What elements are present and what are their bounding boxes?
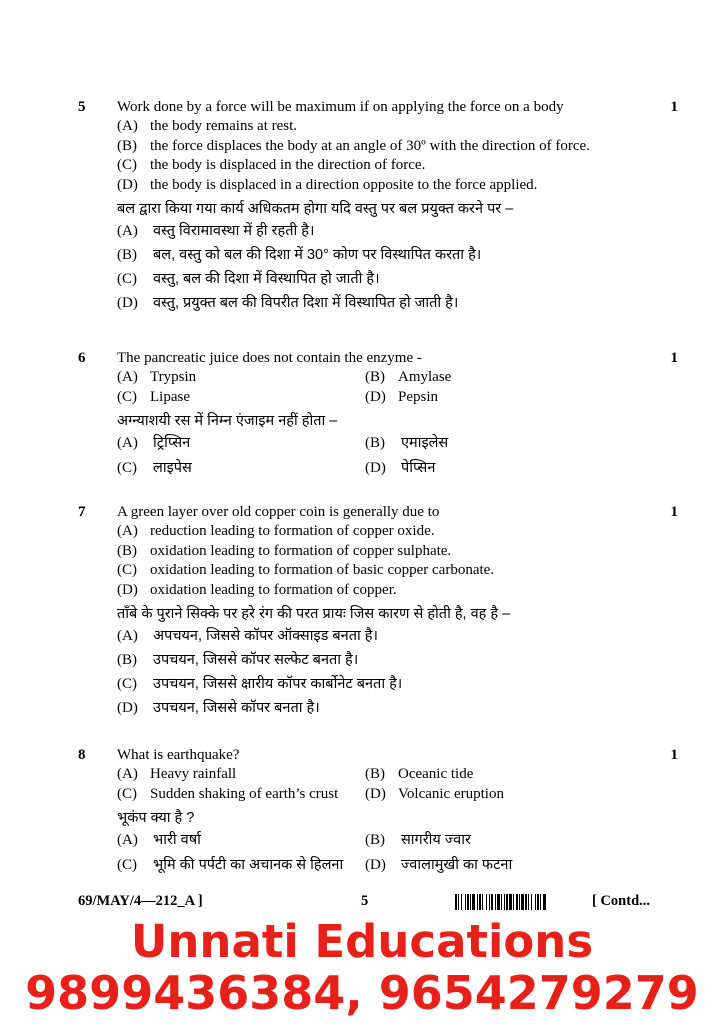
option-row-pair: [117, 456, 662, 481]
option-row: [117, 561, 662, 581]
option-row-pair: [117, 828, 662, 853]
option-text: the body remains at rest.: [150, 118, 298, 134]
option-text: अपचयन, जिससे कॉपर ऑक्साइड बनता है।: [153, 628, 378, 644]
watermark-title: Unnati Educations: [130, 915, 594, 968]
question-block-6: [78, 349, 678, 481]
option-cell: [117, 828, 201, 853]
question-number: 5: [78, 99, 86, 115]
option-label: (B): [365, 435, 385, 451]
option-text: oxidation leading to formation of copper sulphate.: [150, 542, 452, 559]
option-text: Amylase: [398, 369, 452, 385]
option-row: [117, 648, 662, 672]
option-text: बल, वस्तु को बल की दिशा में 30° कोण पर विस्थापित करता है।: [153, 247, 482, 263]
option-text: वस्तु, प्रयुक्त बल की विपरीत दिशा में विस्थापित हो जाती है।: [153, 295, 459, 311]
option-text: लाइपेस: [153, 460, 192, 476]
page-footer: [78, 893, 678, 913]
option-row: [117, 291, 662, 315]
option-text: उपचयन, जिससे कॉपर सल्फेट बनता है।: [153, 652, 359, 668]
option-label: (B): [365, 832, 385, 848]
option-cell: [117, 388, 190, 408]
option-text: the body is displaced in the direction of force.: [150, 157, 426, 173]
option-text: एमाइलेस: [401, 435, 449, 451]
option-label: (D): [365, 785, 386, 802]
option-cell: [117, 431, 190, 456]
option-label: (D): [365, 857, 386, 873]
question-stem-hindi: भूकंप क्या है ?: [117, 810, 195, 826]
option-label: (B): [117, 542, 137, 559]
option-row-pair: [117, 368, 662, 388]
option-label: (D): [117, 700, 138, 716]
question-number: 7: [78, 504, 86, 520]
option-label: (D): [365, 388, 386, 405]
option-text: Heavy rainfall: [150, 766, 237, 782]
option-label: (B): [117, 137, 137, 154]
option-text: भूमि की पर्पटी का अचानक से हिलना: [153, 857, 344, 873]
option-row: [117, 696, 662, 720]
option-label: (A): [117, 435, 138, 451]
option-row: [117, 672, 662, 696]
paper-code: 69/MAY/4—212_A ]: [78, 893, 203, 909]
question-block-7: [78, 503, 678, 720]
option-row: [117, 176, 662, 196]
option-text: ज्वालामुखी का फटना: [401, 857, 513, 873]
option-label: (C): [117, 676, 137, 692]
question-number: 6: [78, 350, 86, 366]
question-marks: 1: [670, 99, 678, 115]
option-text: भारी वर्षा: [153, 832, 201, 848]
question-number: 8: [78, 747, 86, 763]
option-cell: [365, 828, 471, 853]
option-cell: [365, 368, 451, 388]
option-label: (B): [117, 247, 137, 263]
option-text: उपचयन, जिससे क्षारीय कॉपर कार्बोनेट बनता है।: [153, 676, 403, 692]
option-row: [117, 267, 662, 291]
option-cell: [365, 853, 512, 878]
option-row: [117, 243, 662, 267]
option-label: (C): [117, 388, 137, 405]
option-text: the force displaces the body at an angle of 30º with the direction of force.: [150, 137, 590, 154]
question-stem-hindi: ताँबे के पुराने सिक्के पर हरे रंग की परत प्रायः जिस कारण से होती है, वह है –: [117, 606, 511, 622]
page-number: 5: [361, 893, 369, 909]
option-label: (A): [117, 832, 138, 848]
option-text: पेप्सिन: [401, 460, 436, 476]
option-text: वस्तु विरामावस्था में ही रहती है।: [153, 223, 315, 239]
option-label: (C): [117, 562, 137, 578]
option-row-pair: [117, 388, 662, 408]
option-label: (A): [117, 628, 138, 644]
option-text: Oceanic tide: [398, 766, 474, 782]
question-stem-english: What is earthquake?: [117, 747, 240, 763]
option-cell: [117, 765, 236, 785]
option-row: [117, 117, 662, 137]
option-row: [117, 624, 662, 648]
question-stem-hindi: अग्न्याशयी रस में निम्न एंजाइम नहीं होता –: [117, 413, 338, 429]
option-label: (D): [365, 460, 386, 476]
option-cell: [117, 785, 338, 805]
option-label: (B): [365, 369, 385, 385]
option-label: (D): [117, 176, 138, 193]
option-label: (B): [365, 766, 385, 782]
question-stem-hindi: बल द्वारा किया गया कार्य अधिकतम होगा यदि वस्तु पर बल प्रयुक्त करने पर –: [117, 201, 514, 217]
option-label: (A): [117, 223, 138, 239]
question-body: [117, 746, 662, 878]
question-block-8: [78, 746, 678, 878]
option-row: [117, 219, 662, 243]
option-label: (A): [117, 369, 138, 385]
question-body: [117, 98, 662, 315]
option-label: (C): [117, 460, 137, 476]
option-row: [117, 542, 662, 562]
question-block-5: [78, 98, 678, 315]
option-text: oxidation leading to formation of basic copper carbonate.: [150, 562, 495, 578]
option-text: उपचयन, जिससे कॉपर बनता है।: [153, 700, 320, 716]
option-text: the body is displaced in a direction opposite to the force applied.: [150, 176, 538, 193]
question-marks: 1: [670, 747, 678, 763]
option-row: [117, 581, 662, 601]
option-cell: [365, 785, 504, 805]
option-label: (C): [117, 785, 137, 802]
continuation-label: [ Contd...: [592, 893, 651, 909]
question-stem-english: A green layer over old copper coin is generally due to: [117, 504, 440, 520]
option-text: ट्रिप्सिन: [153, 435, 191, 451]
option-text: reduction leading to formation of copper oxide.: [150, 523, 435, 539]
option-row-pair: [117, 765, 662, 785]
watermark-phone: 9899436384, 9654279279: [25, 966, 699, 1020]
option-cell: [365, 431, 448, 456]
option-text: Sudden shaking of earth’s crust: [150, 785, 339, 802]
option-label: (A): [117, 118, 138, 134]
option-text: Volcanic eruption: [398, 785, 504, 802]
option-label: (C): [117, 157, 137, 173]
option-text: oxidation leading to formation of copper.: [150, 581, 397, 598]
option-cell: [117, 368, 196, 388]
option-text: Pepsin: [398, 388, 439, 405]
question-body: [117, 503, 662, 720]
option-cell: [117, 456, 192, 481]
option-cell: [365, 765, 473, 785]
question-marks: 1: [670, 350, 678, 366]
option-row-pair: [117, 785, 662, 805]
option-text: Trypsin: [150, 369, 197, 385]
option-label: (D): [117, 295, 138, 311]
option-cell: [365, 456, 435, 481]
option-text: वस्तु, बल की दिशा में विस्थापित हो जाती है।: [153, 271, 380, 287]
barcode-icon: [455, 894, 581, 910]
question-marks: 1: [670, 504, 678, 520]
option-row-pair: [117, 431, 662, 456]
option-label: (C): [117, 857, 137, 873]
option-label: (B): [117, 652, 137, 668]
option-label: (A): [117, 523, 138, 539]
question-stem-english: The pancreatic juice does not contain the enzyme -: [117, 350, 422, 366]
option-row-pair: [117, 853, 662, 878]
option-row: [117, 137, 662, 157]
option-row: [117, 522, 662, 542]
option-label: (A): [117, 766, 138, 782]
option-row: [117, 156, 662, 176]
option-text: Lipase: [150, 388, 190, 405]
option-cell: [117, 853, 343, 878]
option-label: (C): [117, 271, 137, 287]
question-body: [117, 349, 662, 481]
option-label: (D): [117, 581, 138, 598]
question-stem-english: Work done by a force will be maximum if on applying the force on a body: [117, 99, 564, 115]
option-text: सागरीय ज्वार: [401, 832, 471, 848]
option-cell: [365, 388, 438, 408]
